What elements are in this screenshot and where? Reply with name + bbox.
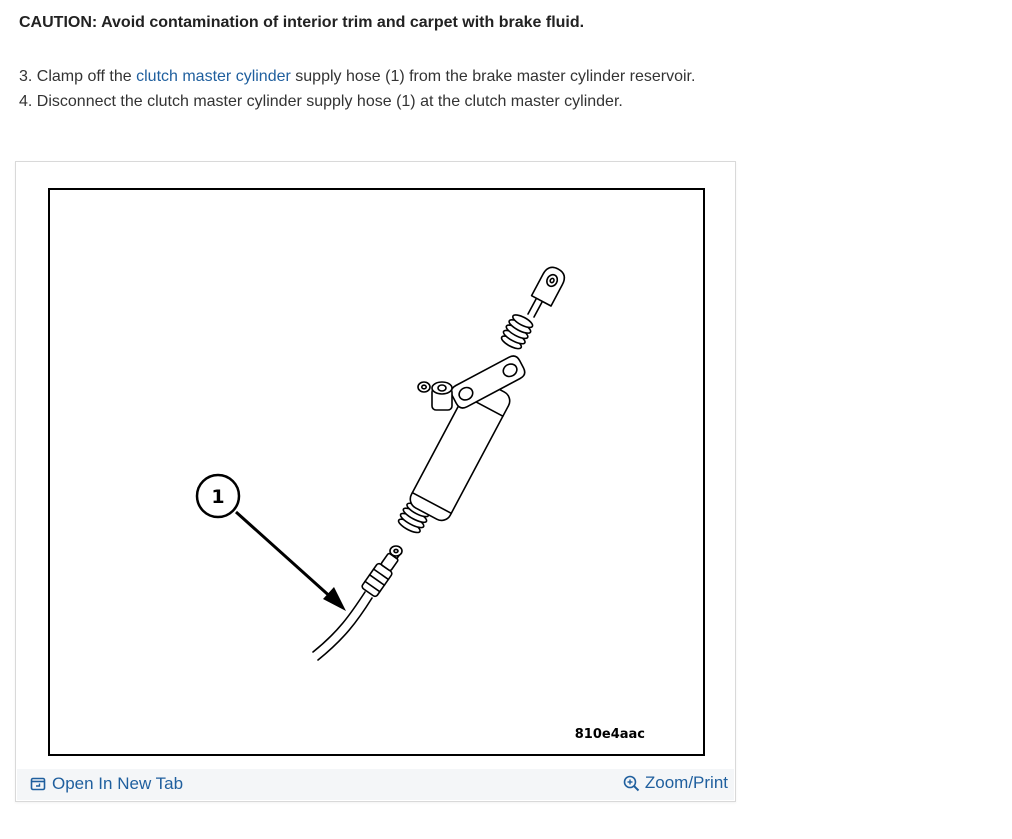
figure-code: 810e4aac [574,727,645,742]
step-3-prefix: 3. Clamp off the [19,68,137,85]
clutch-master-cylinder-illustration [50,190,703,754]
step-4: 4. Disconnect the clutch master cylinder supply hose (1) at the clutch master cylinder. [19,93,623,110]
step-3-suffix: supply hose (1) from the brake master cylinder reservoir. [290,68,696,85]
zoom-print-button[interactable] [623,773,728,793]
callout-number: 1 [211,486,225,508]
step-3 [19,64,695,89]
figure-footer [17,769,734,800]
open-in-new-tab-label: Open In New Tab [52,774,184,793]
open-in-new-tab-icon [30,776,46,792]
caution-note: CAUTION: Avoid contamination of interior trim and carpet with brake fluid. [19,14,585,31]
open-in-new-tab-button[interactable] [30,774,183,794]
zoom-in-icon [623,775,639,791]
clutch-master-cylinder-link[interactable]: clutch master cylinder [136,68,291,85]
zoom-print-label: Zoom/Print [644,773,728,792]
figure-card [15,161,736,802]
figure-frame [48,188,705,756]
procedure-steps [19,64,695,114]
